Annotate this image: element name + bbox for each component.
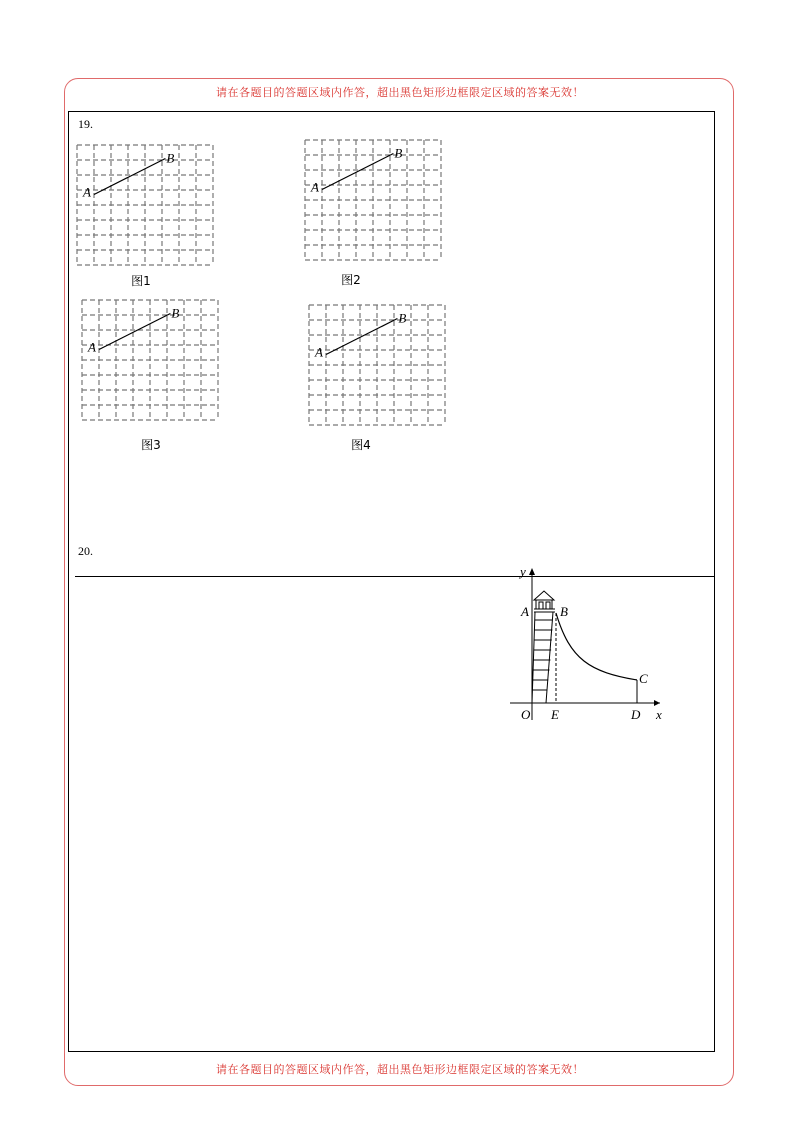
point-b-label: B bbox=[171, 305, 180, 321]
question-19-number: 19. bbox=[78, 117, 93, 131]
lighthouse-graph bbox=[500, 560, 680, 730]
point-b-label: B bbox=[166, 150, 175, 166]
point-b-label: B bbox=[560, 604, 568, 619]
curve-bc bbox=[556, 613, 637, 680]
point-a-label: A bbox=[521, 604, 529, 619]
x-axis-arrow bbox=[654, 700, 660, 706]
grid-figure-1 bbox=[77, 145, 217, 270]
lighthouse-icon bbox=[532, 591, 555, 703]
segment-ab bbox=[322, 154, 393, 190]
point-o-label: O bbox=[521, 707, 531, 722]
point-a-label: A bbox=[315, 344, 323, 360]
figure-2-caption: 图2 bbox=[341, 273, 361, 287]
point-b-label: B bbox=[398, 310, 407, 326]
point-a-label: A bbox=[83, 184, 91, 200]
point-a-label: A bbox=[88, 339, 96, 355]
segment-ab bbox=[94, 159, 165, 195]
figure-1-caption: 图1 bbox=[131, 274, 151, 288]
figure-4-caption: 图4 bbox=[351, 438, 371, 452]
point-d-label: D bbox=[631, 707, 641, 722]
figure-3-caption: 图3 bbox=[141, 438, 161, 452]
segment-ab bbox=[99, 314, 170, 350]
header-warning: 请在各题目的答题区域内作答，超出黑色矩形边框限定区域的答案无效！ bbox=[216, 86, 584, 99]
point-c-label: C bbox=[639, 671, 648, 686]
x-axis-label: x bbox=[656, 707, 662, 722]
grid-figure-2 bbox=[305, 140, 445, 265]
point-a-label: A bbox=[311, 179, 319, 195]
point-e-label: E bbox=[551, 707, 559, 722]
segment-ab bbox=[326, 319, 397, 355]
y-axis-label: y bbox=[520, 564, 526, 579]
grid-figure-4 bbox=[309, 305, 449, 430]
grid-figure-3 bbox=[82, 300, 222, 425]
y-axis-arrow bbox=[529, 568, 535, 575]
point-b-label: B bbox=[394, 145, 403, 161]
question-20-number: 20. bbox=[78, 544, 93, 558]
footer-warning: 请在各题目的答题区域内作答，超出黑色矩形边框限定区域的答案无效！ bbox=[216, 1063, 584, 1076]
